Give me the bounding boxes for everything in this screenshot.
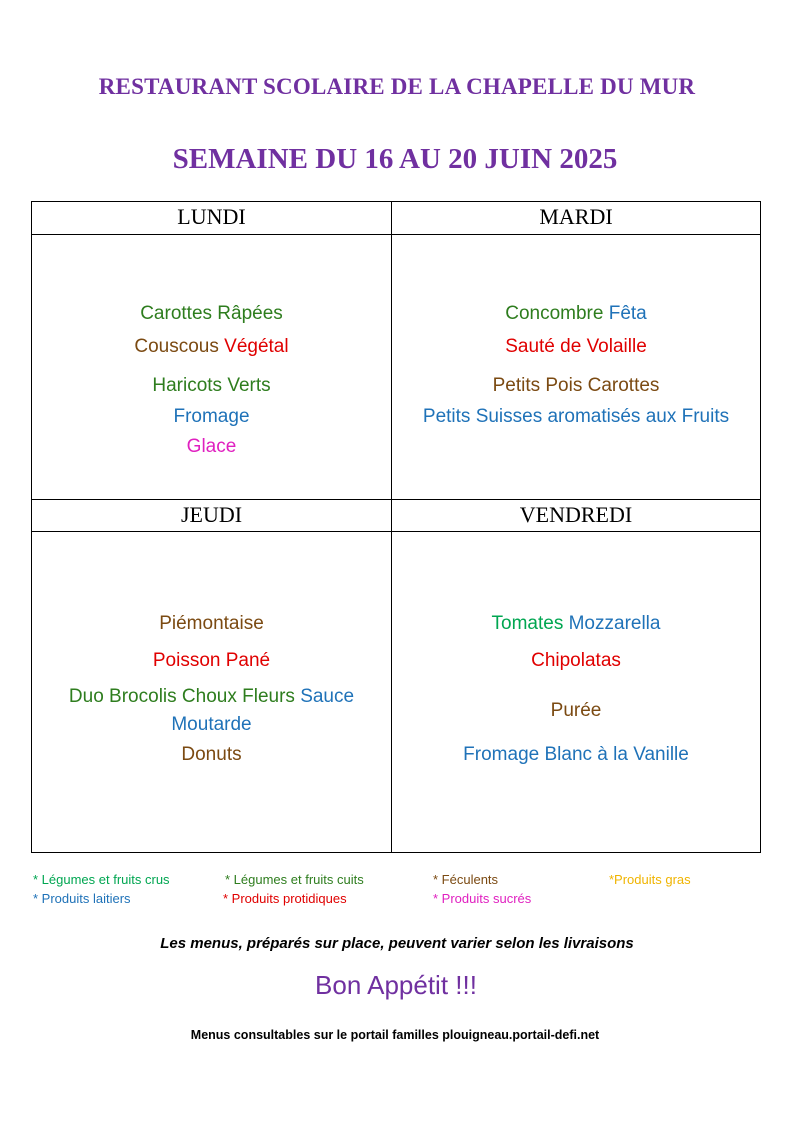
restaurant-title: RESTAURANT SCOLAIRE DE LA CHAPELLE DU MUR xyxy=(98,74,696,99)
dish-entree-part: Fêta xyxy=(608,303,647,324)
footer-portal-link: Menus consultables sur le portail familles plouigneau.portail-defi.net xyxy=(190,1028,600,1042)
row-divider xyxy=(32,499,760,500)
dish-dessert: Glace xyxy=(186,436,237,457)
menu-cell-vendredi xyxy=(392,532,760,852)
dish-dessert: Fromage Blanc à la Vanille xyxy=(463,744,689,765)
legend-gras: *Produits gras xyxy=(609,872,691,887)
dish-laitage: Fromage xyxy=(173,406,250,427)
dish-entree-part: Tomates xyxy=(491,613,564,634)
dish-entree-part: Concombre xyxy=(505,303,604,324)
menu-table xyxy=(31,201,761,853)
legend-feculents: * Féculents xyxy=(433,872,499,887)
legend-cuits: * Légumes et fruits cuits xyxy=(225,872,364,887)
dish-entree: Piémontaise xyxy=(159,613,264,634)
dish-legume: Petits Pois Carottes xyxy=(492,375,660,396)
day-header-lundi: LUNDI xyxy=(177,204,246,229)
dish-plat-part: Couscous xyxy=(134,336,219,357)
menu-cell-jeudi xyxy=(32,532,391,852)
legend-crus: * Légumes et fruits crus xyxy=(33,872,170,887)
dish-plat: Sauté de Volaille xyxy=(505,336,647,357)
day-header-jeudi: JEUDI xyxy=(180,502,243,527)
dish-entree-part: Mozzarella xyxy=(568,613,661,634)
day-header-mardi: MARDI xyxy=(539,204,613,229)
dish-plat-part: Végétal xyxy=(224,336,289,357)
greeting: Bon Appétit !!! xyxy=(315,970,477,1000)
dish-legume xyxy=(32,683,391,711)
dish-legume-cont: Moutarde xyxy=(171,714,252,735)
legend-sucres: * Produits sucrés xyxy=(433,891,532,906)
dish-plat: Chipolatas xyxy=(531,650,621,671)
dish-entree xyxy=(392,610,760,638)
dish-plat: Poisson Pané xyxy=(152,650,271,671)
dish-dessert: Petits Suisses aromatisés aux Fruits xyxy=(422,406,730,427)
dish-entree: Carottes Râpées xyxy=(140,303,283,324)
dish-dessert: Donuts xyxy=(181,744,242,765)
legend-laitiers: * Produits laitiers xyxy=(33,891,131,906)
week-title: SEMAINE DU 16 AU 20 JUIN 2025 xyxy=(172,143,618,175)
delivery-note: Les menus, préparés sur place, peuvent varier selon les livraisons xyxy=(160,935,634,952)
menu-cell-mardi xyxy=(392,235,760,499)
dish-legume-part: Sauce xyxy=(300,686,355,707)
dish-plat xyxy=(32,333,391,361)
day-header-vendredi: VENDREDI xyxy=(519,502,633,527)
dish-legume-part: Duo Brocolis Choux Fleurs xyxy=(68,686,295,707)
menu-cell-lundi xyxy=(32,235,391,499)
dish-legume: Haricots Verts xyxy=(152,375,271,396)
dish-legume: Purée xyxy=(550,700,602,721)
legend-protidiques: * Produits protidiques xyxy=(223,891,347,906)
dish-entree xyxy=(392,300,760,328)
